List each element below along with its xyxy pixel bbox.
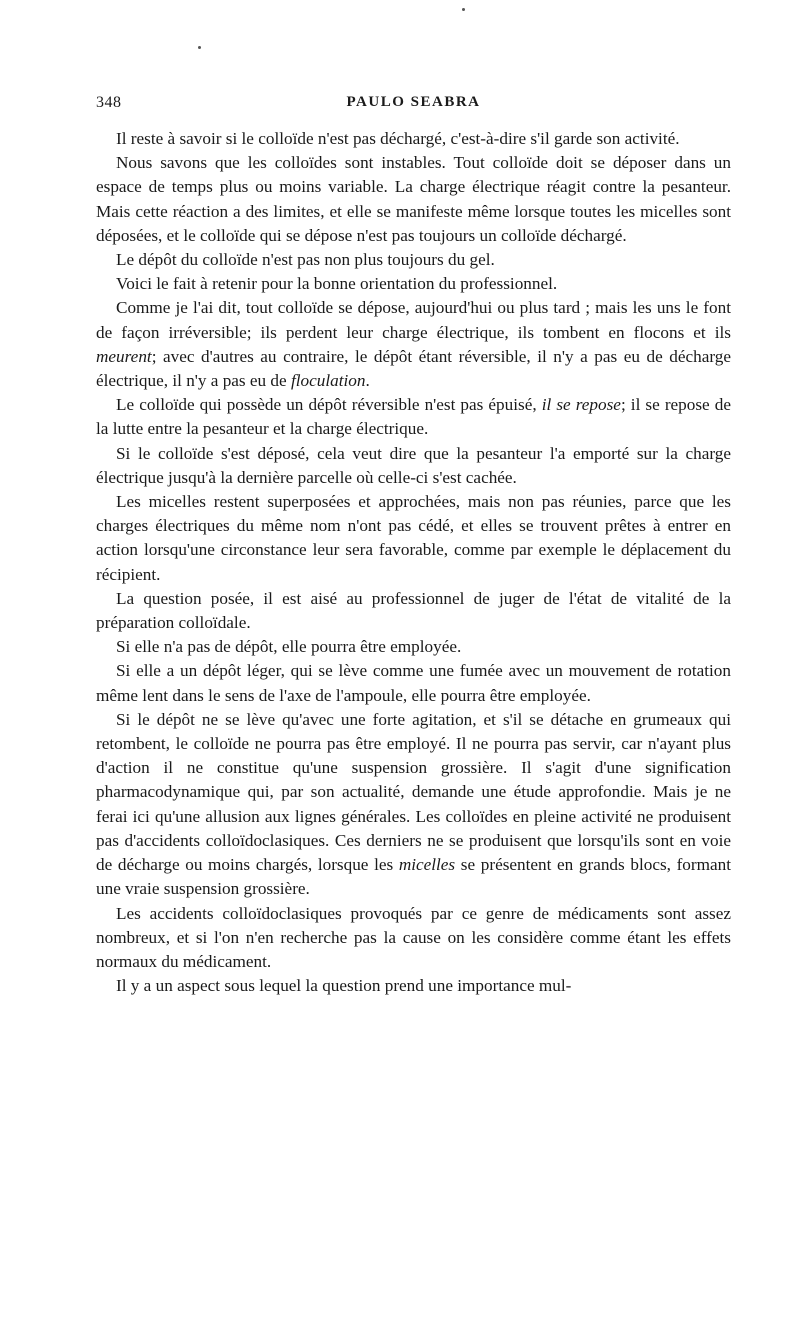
italic-term: il se repose xyxy=(541,395,621,415)
paragraph: Si elle a un dépôt léger, qui se lève comme une fumée avec un mouvement de rotation même lent dans le sens de l'axe de l'ampoule, elle pourra être employée. xyxy=(96,661,731,705)
paragraph: Si le dépôt ne se lève qu'avec une forte agitation, et s'il se détache en grumeaux qui retombent, le colloïde ne pourra pas être employé. Il ne pourra pas servir, car n'ayant plus d'action il ne constitue qu'une suspension grossière. Il s'agit d'une signification pharmacodynamique qui, par son actualité, demande une étude approfondie. Mais je ne ferai ici qu'une allusion aux lignes générales. Les colloïdes en pleine activité ne produisent pas d'accidents colloïdoclasiques. Ces derniers ne se produisent que lorsqu'ils sont en voie de décharge ou moins chargés, lorsque les micelles se présentent en grands blocs, formant une vraie suspension grossière. xyxy=(96,709,731,899)
paper-speck xyxy=(198,46,201,49)
paragraph: Nous savons que les colloïdes sont instables. Tout colloïde doit se déposer dans un espace de temps plus ou moins variable. La charge électrique réagit contre la pesanteur. Mais cette réaction a des limites, et elle se manifeste même lorsque toutes les micelles sont déposées, et le colloïde qui se dépose n'est pas toujours un colloïde déchargé. xyxy=(96,153,731,245)
paragraph: Comme je l'ai dit, tout colloïde se dépose, aujourd'hui ou plus tard ; mais les uns le font de façon irréversible; ils perdent leur charge électrique, ils tombent en flocons et ils meurent; avec d'autres au contraire, le dépôt étant réversible, il n'y a pas eu de décharge électrique, il n'y a pas eu de floculation. xyxy=(96,298,731,391)
page-header xyxy=(96,94,731,116)
page-number: 348 xyxy=(96,94,122,111)
paragraph: Si le colloïde s'est déposé, cela veut dire que la pesanteur l'a emporté sur la charge électrique jusqu'à la dernière parcelle où celle-ci s'est cachée. xyxy=(96,443,731,487)
running-head: PAULO SEABRA xyxy=(346,94,481,110)
italic-term: meurent xyxy=(96,346,152,366)
paragraph: Le dépôt du colloïde n'est pas non plus toujours du gel. xyxy=(116,250,495,270)
paragraph: Les micelles restent superposées et approchées, mais non pas réunies, parce que les charges électriques du même nom n'ont pas cédé, et elles se trouvent prêtes à entrer en action lorsqu'une circonstance leur sera favorable, comme par exemple le déplacement du récipient. xyxy=(96,492,731,584)
italic-term: micelles xyxy=(398,855,456,875)
paper-speck xyxy=(462,8,465,11)
paragraph: Le colloïde qui possède un dépôt réversible n'est pas épuisé, il se repose; il se repose de la lutte entre la pesanteur et la charge électrique. xyxy=(96,395,731,439)
paragraph: Les accidents colloïdoclasiques provoqués par ce genre de médicaments sont assez nombreux, et si l'on n'en recherche pas la cause on les considère comme étant les effets normaux du médicament. xyxy=(96,903,731,971)
italic-term: floculation xyxy=(290,371,366,391)
paragraph: La question posée, il est aisé au professionnel de juger de l'état de vitalité de la préparation colloïdale. xyxy=(96,588,731,633)
paragraph: Il reste à savoir si le colloïde n'est pas déchargé, c'est-à-dire s'il garde son activité. xyxy=(116,129,680,148)
body-text xyxy=(96,127,731,998)
paragraph: Il y a un aspect sous lequel la question prend une importance mul- xyxy=(116,976,572,996)
paragraph: Si elle n'a pas de dépôt, elle pourra être employée. xyxy=(116,637,462,657)
paragraph: Voici le fait à retenir pour la bonne orientation du professionnel. xyxy=(116,274,558,294)
